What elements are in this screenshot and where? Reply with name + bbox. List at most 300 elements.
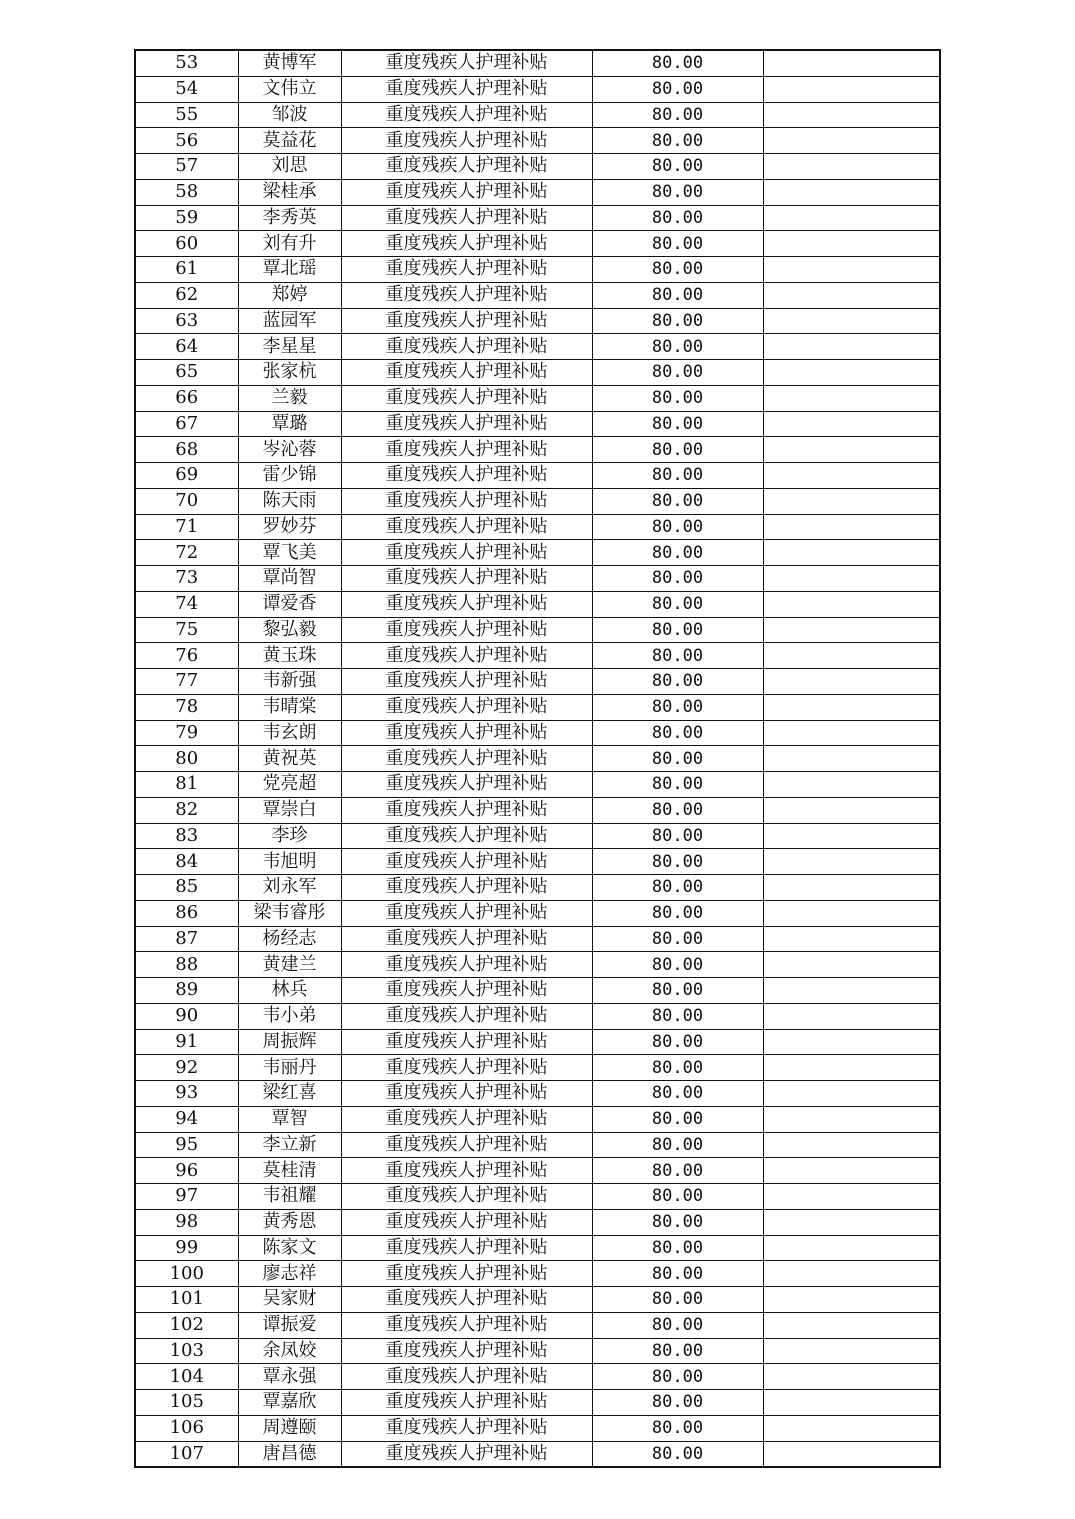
amount-cell: 80.00 [592,385,763,411]
subsidy-item-cell: 重度残疾人护理补贴 [341,849,592,875]
table-row [135,772,940,798]
subsidy-item-cell: 重度残疾人护理补贴 [341,1415,592,1441]
subsidy-item-cell: 重度残疾人护理补贴 [341,257,592,283]
table-row [135,102,940,128]
subsidy-item-cell: 重度残疾人护理补贴 [341,591,592,617]
table-row [135,1081,940,1107]
note-cell [763,1390,940,1416]
table-row [135,154,940,180]
table-row [135,514,940,540]
row-number-cell: 85 [135,875,238,901]
note-cell [763,257,940,283]
row-number-cell: 54 [135,76,238,102]
recipient-name-cell: 李珍 [238,823,341,849]
recipient-name-cell: 覃永强 [238,1364,341,1390]
note-cell [763,694,940,720]
subsidy-item-cell: 重度残疾人护理补贴 [341,1184,592,1210]
subsidy-item-cell: 重度残疾人护理补贴 [341,50,592,76]
recipient-name-cell: 黄祝英 [238,746,341,772]
subsidy-item-cell: 重度残疾人护理补贴 [341,514,592,540]
recipient-name-cell: 林兵 [238,978,341,1004]
note-cell [763,1235,940,1261]
amount-cell: 80.00 [592,50,763,76]
row-number-cell: 53 [135,50,238,76]
row-number-cell: 82 [135,797,238,823]
note-cell [763,1261,940,1287]
row-number-cell: 65 [135,360,238,386]
row-number-cell: 102 [135,1312,238,1338]
recipient-name-cell: 周振辉 [238,1029,341,1055]
recipient-name-cell: 张家杭 [238,360,341,386]
amount-cell: 80.00 [592,1029,763,1055]
table-row [135,1209,940,1235]
table-row [135,746,940,772]
subsidy-item-cell: 重度残疾人护理补贴 [341,617,592,643]
table-row [135,617,940,643]
subsidy-item-cell: 重度残疾人护理补贴 [341,1029,592,1055]
amount-cell: 80.00 [592,540,763,566]
table-row [135,926,940,952]
recipient-name-cell: 覃北瑶 [238,257,341,283]
row-number-cell: 72 [135,540,238,566]
table-row [135,282,940,308]
row-number-cell: 58 [135,179,238,205]
subsidy-item-cell: 重度残疾人护理补贴 [341,488,592,514]
subsidy-item-cell: 重度残疾人护理补贴 [341,1209,592,1235]
recipient-name-cell: 郑婷 [238,282,341,308]
table-row [135,257,940,283]
row-number-cell: 78 [135,694,238,720]
subsidy-item-cell: 重度残疾人护理补贴 [341,1158,592,1184]
subsidy-item-cell: 重度残疾人护理补贴 [341,154,592,180]
recipient-name-cell: 覃嘉欣 [238,1390,341,1416]
note-cell [763,514,940,540]
row-number-cell: 101 [135,1287,238,1313]
row-number-cell: 76 [135,643,238,669]
note-cell [763,231,940,257]
subsidy-item-cell: 重度残疾人护理补贴 [341,385,592,411]
subsidy-item-cell: 重度残疾人护理补贴 [341,437,592,463]
note-cell [763,746,940,772]
note-cell [763,1055,940,1081]
note-cell [763,76,940,102]
row-number-cell: 66 [135,385,238,411]
subsidy-item-cell: 重度残疾人护理补贴 [341,1338,592,1364]
table-row [135,1055,940,1081]
row-number-cell: 92 [135,1055,238,1081]
row-number-cell: 87 [135,926,238,952]
recipient-name-cell: 梁红喜 [238,1081,341,1107]
amount-cell: 80.00 [592,360,763,386]
table-row [135,179,940,205]
table-row [135,797,940,823]
row-number-cell: 96 [135,1158,238,1184]
table-row [135,1106,940,1132]
note-cell [763,179,940,205]
row-number-cell: 59 [135,205,238,231]
table-row [135,385,940,411]
table-row [135,978,940,1004]
note-cell [763,875,940,901]
note-cell [763,772,940,798]
recipient-name-cell: 岑沁蓉 [238,437,341,463]
note-cell [763,566,940,592]
amount-cell: 80.00 [592,1441,763,1467]
note-cell [763,952,940,978]
subsidy-item-cell: 重度残疾人护理补贴 [341,1132,592,1158]
row-number-cell: 64 [135,334,238,360]
subsidy-item-cell: 重度残疾人护理补贴 [341,746,592,772]
subsidy-item-cell: 重度残疾人护理补贴 [341,1235,592,1261]
amount-cell: 80.00 [592,772,763,798]
subsidy-item-cell: 重度残疾人护理补贴 [341,1364,592,1390]
table-row [135,334,940,360]
table-row [135,411,940,437]
subsidy-item-cell: 重度残疾人护理补贴 [341,1312,592,1338]
table-row [135,1235,940,1261]
row-number-cell: 105 [135,1390,238,1416]
subsidy-item-cell: 重度残疾人护理补贴 [341,1055,592,1081]
subsidy-item-cell: 重度残疾人护理补贴 [341,205,592,231]
subsidy-item-cell: 重度残疾人护理补贴 [341,411,592,437]
amount-cell: 80.00 [592,463,763,489]
subsidy-item-cell: 重度残疾人护理补贴 [341,334,592,360]
amount-cell: 80.00 [592,128,763,154]
recipient-name-cell: 唐昌德 [238,1441,341,1467]
note-cell [763,411,940,437]
table-row [135,669,940,695]
table-row [135,50,940,76]
subsidy-item-cell: 重度残疾人护理补贴 [341,1003,592,1029]
amount-cell: 80.00 [592,308,763,334]
subsidy-item-cell: 重度残疾人护理补贴 [341,360,592,386]
table-row [135,643,940,669]
table-row [135,540,940,566]
recipient-name-cell: 覃尚智 [238,566,341,592]
row-number-cell: 90 [135,1003,238,1029]
recipient-name-cell: 李星星 [238,334,341,360]
table-row [135,591,940,617]
amount-cell: 80.00 [592,1287,763,1313]
note-cell [763,849,940,875]
subsidy-item-cell: 重度残疾人护理补贴 [341,102,592,128]
recipient-name-cell: 韦晴棠 [238,694,341,720]
note-cell [763,308,940,334]
note-cell [763,1132,940,1158]
note-cell [763,797,940,823]
amount-cell: 80.00 [592,797,763,823]
table-row [135,823,940,849]
note-cell [763,1003,940,1029]
table-row [135,1003,940,1029]
recipient-name-cell: 梁桂承 [238,179,341,205]
recipient-name-cell: 刘有升 [238,231,341,257]
table-row [135,463,940,489]
subsidy-item-cell: 重度残疾人护理补贴 [341,978,592,1004]
amount-cell: 80.00 [592,1312,763,1338]
row-number-cell: 57 [135,154,238,180]
table-row [135,849,940,875]
note-cell [763,205,940,231]
amount-cell: 80.00 [592,694,763,720]
table-row [135,720,940,746]
amount-cell: 80.00 [592,1390,763,1416]
table-row [135,1158,940,1184]
recipient-name-cell: 刘思 [238,154,341,180]
amount-cell: 80.00 [592,154,763,180]
subsidy-item-cell: 重度残疾人护理补贴 [341,720,592,746]
recipient-name-cell: 谭振爱 [238,1312,341,1338]
row-number-cell: 73 [135,566,238,592]
row-number-cell: 95 [135,1132,238,1158]
table-row [135,437,940,463]
recipient-name-cell: 罗妙芬 [238,514,341,540]
table-row [135,875,940,901]
amount-cell: 80.00 [592,669,763,695]
recipient-name-cell: 梁韦睿彤 [238,900,341,926]
table-row [135,1338,940,1364]
recipient-name-cell: 韦新强 [238,669,341,695]
row-number-cell: 60 [135,231,238,257]
amount-cell: 80.00 [592,411,763,437]
subsidy-item-cell: 重度残疾人护理补贴 [341,231,592,257]
amount-cell: 80.00 [592,1158,763,1184]
table-row [135,1390,940,1416]
subsidy-item-cell: 重度残疾人护理补贴 [341,1441,592,1467]
recipient-name-cell: 覃智 [238,1106,341,1132]
recipient-name-cell: 莫桂清 [238,1158,341,1184]
row-number-cell: 88 [135,952,238,978]
recipient-name-cell: 文伟立 [238,76,341,102]
table-row [135,488,940,514]
table-row [135,128,940,154]
subsidy-item-cell: 重度残疾人护理补贴 [341,694,592,720]
row-number-cell: 100 [135,1261,238,1287]
row-number-cell: 84 [135,849,238,875]
subsidy-item-cell: 重度残疾人护理补贴 [341,76,592,102]
recipient-name-cell: 兰毅 [238,385,341,411]
subsidy-table [134,49,941,1468]
table-row [135,1029,940,1055]
recipient-name-cell: 杨经志 [238,926,341,952]
recipient-name-cell: 覃崇白 [238,797,341,823]
note-cell [763,154,940,180]
note-cell [763,1158,940,1184]
amount-cell: 80.00 [592,231,763,257]
table-row [135,952,940,978]
row-number-cell: 62 [135,282,238,308]
amount-cell: 80.00 [592,849,763,875]
table-row [135,566,940,592]
amount-cell: 80.00 [592,643,763,669]
subsidy-item-cell: 重度残疾人护理补贴 [341,669,592,695]
amount-cell: 80.00 [592,205,763,231]
amount-cell: 80.00 [592,1261,763,1287]
row-number-cell: 77 [135,669,238,695]
amount-cell: 80.00 [592,591,763,617]
row-number-cell: 107 [135,1441,238,1467]
recipient-name-cell: 黄博军 [238,50,341,76]
subsidy-item-cell: 重度残疾人护理补贴 [341,1106,592,1132]
recipient-name-cell: 谭爱香 [238,591,341,617]
subsidy-item-cell: 重度残疾人护理补贴 [341,566,592,592]
note-cell [763,720,940,746]
subsidy-item-cell: 重度残疾人护理补贴 [341,1287,592,1313]
recipient-name-cell: 莫益花 [238,128,341,154]
amount-cell: 80.00 [592,978,763,1004]
amount-cell: 80.00 [592,257,763,283]
note-cell [763,128,940,154]
amount-cell: 80.00 [592,488,763,514]
subsidy-item-cell: 重度残疾人护理补贴 [341,875,592,901]
amount-cell: 80.00 [592,437,763,463]
row-number-cell: 55 [135,102,238,128]
recipient-name-cell: 邹波 [238,102,341,128]
note-cell [763,463,940,489]
recipient-name-cell: 韦祖耀 [238,1184,341,1210]
recipient-name-cell: 蓝园军 [238,308,341,334]
subsidy-item-cell: 重度残疾人护理补贴 [341,797,592,823]
note-cell [763,282,940,308]
table-body [135,50,940,1467]
note-cell [763,926,940,952]
row-number-cell: 98 [135,1209,238,1235]
note-cell [763,1415,940,1441]
recipient-name-cell: 陈家文 [238,1235,341,1261]
recipient-name-cell: 黄玉珠 [238,643,341,669]
row-number-cell: 106 [135,1415,238,1441]
amount-cell: 80.00 [592,1235,763,1261]
amount-cell: 80.00 [592,617,763,643]
note-cell [763,50,940,76]
amount-cell: 80.00 [592,282,763,308]
recipient-name-cell: 刘永军 [238,875,341,901]
note-cell [763,1441,940,1467]
subsidy-item-cell: 重度残疾人护理补贴 [341,463,592,489]
row-number-cell: 99 [135,1235,238,1261]
row-number-cell: 89 [135,978,238,1004]
amount-cell: 80.00 [592,1184,763,1210]
subsidy-item-cell: 重度残疾人护理补贴 [341,643,592,669]
subsidy-item-cell: 重度残疾人护理补贴 [341,282,592,308]
subsidy-item-cell: 重度残疾人护理补贴 [341,900,592,926]
subsidy-item-cell: 重度残疾人护理补贴 [341,1261,592,1287]
table-row [135,205,940,231]
note-cell [763,1364,940,1390]
recipient-name-cell: 黎弘毅 [238,617,341,643]
note-cell [763,823,940,849]
note-cell [763,1287,940,1313]
subsidy-item-cell: 重度残疾人护理补贴 [341,128,592,154]
row-number-cell: 83 [135,823,238,849]
amount-cell: 80.00 [592,875,763,901]
recipient-name-cell: 李立新 [238,1132,341,1158]
recipient-name-cell: 陈天雨 [238,488,341,514]
recipient-name-cell: 廖志祥 [238,1261,341,1287]
note-cell [763,1184,940,1210]
note-cell [763,669,940,695]
row-number-cell: 61 [135,257,238,283]
table-row [135,1364,940,1390]
note-cell [763,1312,940,1338]
table-row [135,1415,940,1441]
row-number-cell: 97 [135,1184,238,1210]
amount-cell: 80.00 [592,179,763,205]
row-number-cell: 104 [135,1364,238,1390]
amount-cell: 80.00 [592,952,763,978]
recipient-name-cell: 雷少锦 [238,463,341,489]
amount-cell: 80.00 [592,1055,763,1081]
subsidy-item-cell: 重度残疾人护理补贴 [341,926,592,952]
note-cell [763,643,940,669]
amount-cell: 80.00 [592,823,763,849]
row-number-cell: 70 [135,488,238,514]
amount-cell: 80.00 [592,334,763,360]
row-number-cell: 103 [135,1338,238,1364]
table-row [135,308,940,334]
recipient-name-cell: 韦旭明 [238,849,341,875]
row-number-cell: 79 [135,720,238,746]
amount-cell: 80.00 [592,900,763,926]
note-cell [763,1081,940,1107]
recipient-name-cell: 黄秀恩 [238,1209,341,1235]
note-cell [763,1106,940,1132]
row-number-cell: 67 [135,411,238,437]
table-row [135,1441,940,1467]
row-number-cell: 68 [135,437,238,463]
note-cell [763,540,940,566]
table-row [135,1184,940,1210]
recipient-name-cell: 吴家财 [238,1287,341,1313]
amount-cell: 80.00 [592,1364,763,1390]
recipient-name-cell: 党亮超 [238,772,341,798]
row-number-cell: 81 [135,772,238,798]
row-number-cell: 74 [135,591,238,617]
note-cell [763,385,940,411]
amount-cell: 80.00 [592,102,763,128]
note-cell [763,1209,940,1235]
note-cell [763,334,940,360]
table-row [135,76,940,102]
recipient-name-cell: 周遵颐 [238,1415,341,1441]
recipient-name-cell: 李秀英 [238,205,341,231]
table-row [135,694,940,720]
row-number-cell: 75 [135,617,238,643]
recipient-name-cell: 韦玄朗 [238,720,341,746]
row-number-cell: 56 [135,128,238,154]
recipient-name-cell: 覃璐 [238,411,341,437]
row-number-cell: 93 [135,1081,238,1107]
amount-cell: 80.00 [592,926,763,952]
row-number-cell: 63 [135,308,238,334]
amount-cell: 80.00 [592,1106,763,1132]
note-cell [763,437,940,463]
amount-cell: 80.00 [592,1003,763,1029]
amount-cell: 80.00 [592,1415,763,1441]
subsidy-item-cell: 重度残疾人护理补贴 [341,179,592,205]
table-row [135,900,940,926]
row-number-cell: 69 [135,463,238,489]
note-cell [763,591,940,617]
recipient-name-cell: 韦小弟 [238,1003,341,1029]
amount-cell: 80.00 [592,76,763,102]
recipient-name-cell: 覃飞美 [238,540,341,566]
note-cell [763,1338,940,1364]
row-number-cell: 80 [135,746,238,772]
note-cell [763,978,940,1004]
amount-cell: 80.00 [592,1338,763,1364]
amount-cell: 80.00 [592,720,763,746]
